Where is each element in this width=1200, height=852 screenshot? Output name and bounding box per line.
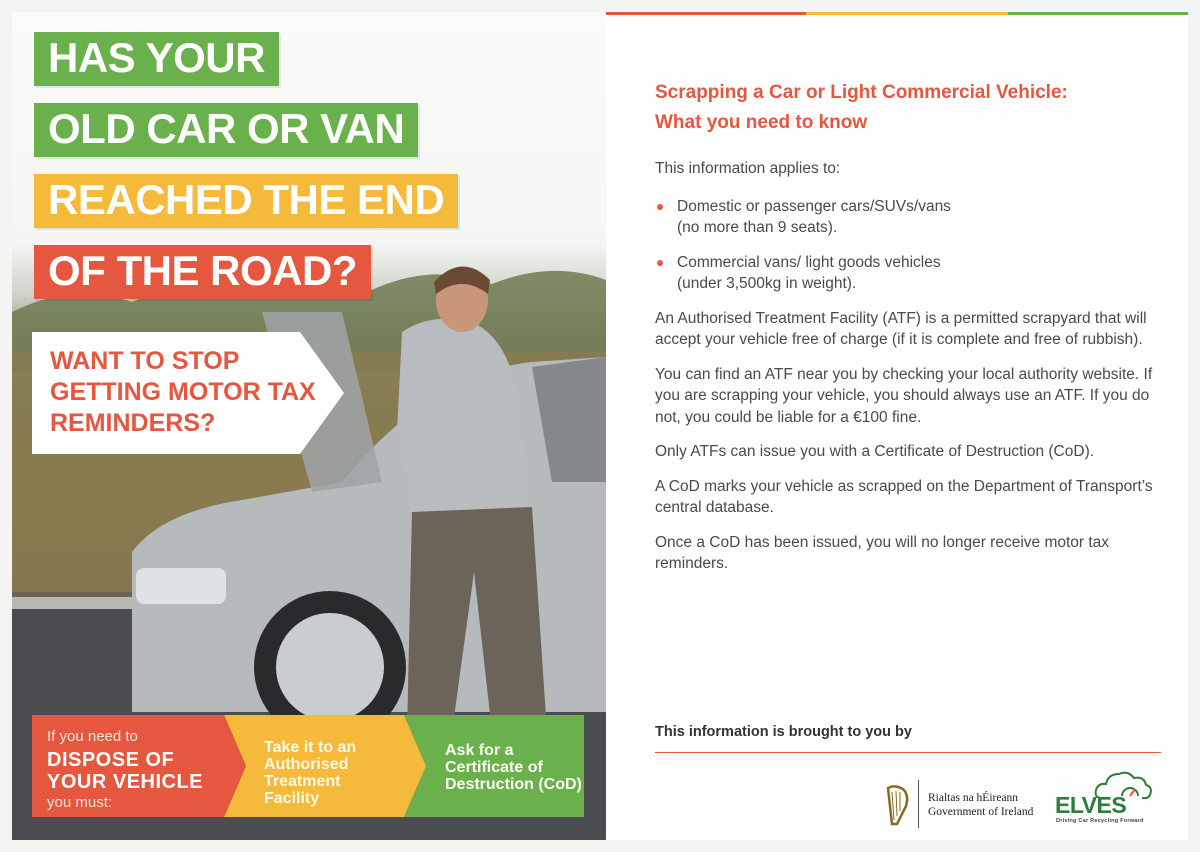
gov-name-irish: Rialtas na hÉireann (928, 792, 1019, 804)
bullet-1-line-2: (no more than 9 seats). (677, 219, 838, 236)
intro-text: This information applies to: (655, 160, 841, 177)
elves-tagline: Driving Car Recycling Forward (1056, 818, 1144, 824)
headline-line-4: OF THE ROAD? (34, 245, 371, 299)
paragraph-no-reminders: Once a CoD has been issued, you will no longer receive motor tax reminders. (655, 533, 1110, 572)
headline-line-2: OLD CAR OR VAN (34, 103, 418, 157)
callout-text: WANT TO STOP GETTING MOTOR TAX REMINDERS? (50, 347, 316, 437)
vehicle-type-list (655, 196, 1175, 295)
paragraph-atf: An Authorised Treatment Facility (ATF) is a permitted scrapyard that will accept your vehicle free of charge (if it is complete and free of rubbish). (655, 309, 1147, 348)
elves-wordmark: ELVES (1055, 792, 1127, 818)
paragraph-only-atfs: Only ATFs can issue you with a Certificate of Destruction (CoD). (655, 443, 1095, 460)
gov-logo-divider (918, 780, 919, 828)
footer-divider (655, 752, 1161, 753)
list-item (655, 196, 1175, 239)
paragraph-cod-marks: A CoD marks your vehicle as scrapped on the Department of Transport’s central database. (655, 477, 1153, 516)
bullet-2-line-2: (under 3,500kg in weight). (677, 275, 857, 292)
brought-by-text: This information is brought to you by (655, 724, 912, 740)
poster-left-panel (12, 12, 606, 840)
bullet-dot-icon (657, 260, 663, 266)
steps-arrow-strip (32, 715, 584, 817)
list-item (655, 252, 1175, 295)
headline-line-3: REACHED THE END (34, 174, 458, 228)
doc-title-line-1: Scrapping a Car or Light Commercial Vehicle: (655, 82, 1068, 103)
step3-cod-text: Ask for a Certificate of Destruction (CoD) (445, 742, 582, 793)
step1-outro: you must: (47, 794, 113, 811)
step2-atf-text: Take it to an Authorised Treatment Facility (264, 739, 357, 807)
step1-intro: If you need to (47, 728, 138, 745)
bullet-2-line-1: Commercial vans/ light goods vehicles (677, 253, 941, 271)
motor-tax-callout (32, 332, 344, 454)
step1-dispose-text: DISPOSE OF YOUR VEHICLE (47, 749, 204, 793)
doc-title-line-2: What you need to know (655, 112, 868, 133)
harp-icon (882, 784, 912, 826)
headline-line-1: HAS YOUR (34, 32, 279, 86)
bullet-dot-icon (657, 204, 663, 210)
bullet-1-line-1: Domestic or passenger cars/SUVs/vans (677, 197, 951, 215)
elves-logo (1052, 768, 1162, 832)
info-right-panel (606, 12, 1188, 840)
top-accent-green (1008, 12, 1188, 15)
doc-body (655, 158, 1175, 588)
top-accent-yellow (806, 12, 1008, 15)
paragraph-find-atf: You can find an ATF near you by checking your local authority website. If you are scrapping your vehicle, you should always use an ATF. If you do not, you could be liable for a €100 fine. (655, 365, 1153, 426)
gov-name-english: Government of Ireland (928, 806, 1034, 818)
doc-title (655, 78, 1155, 138)
top-accent-orange (606, 12, 806, 15)
government-of-ireland-logo (882, 780, 1052, 830)
